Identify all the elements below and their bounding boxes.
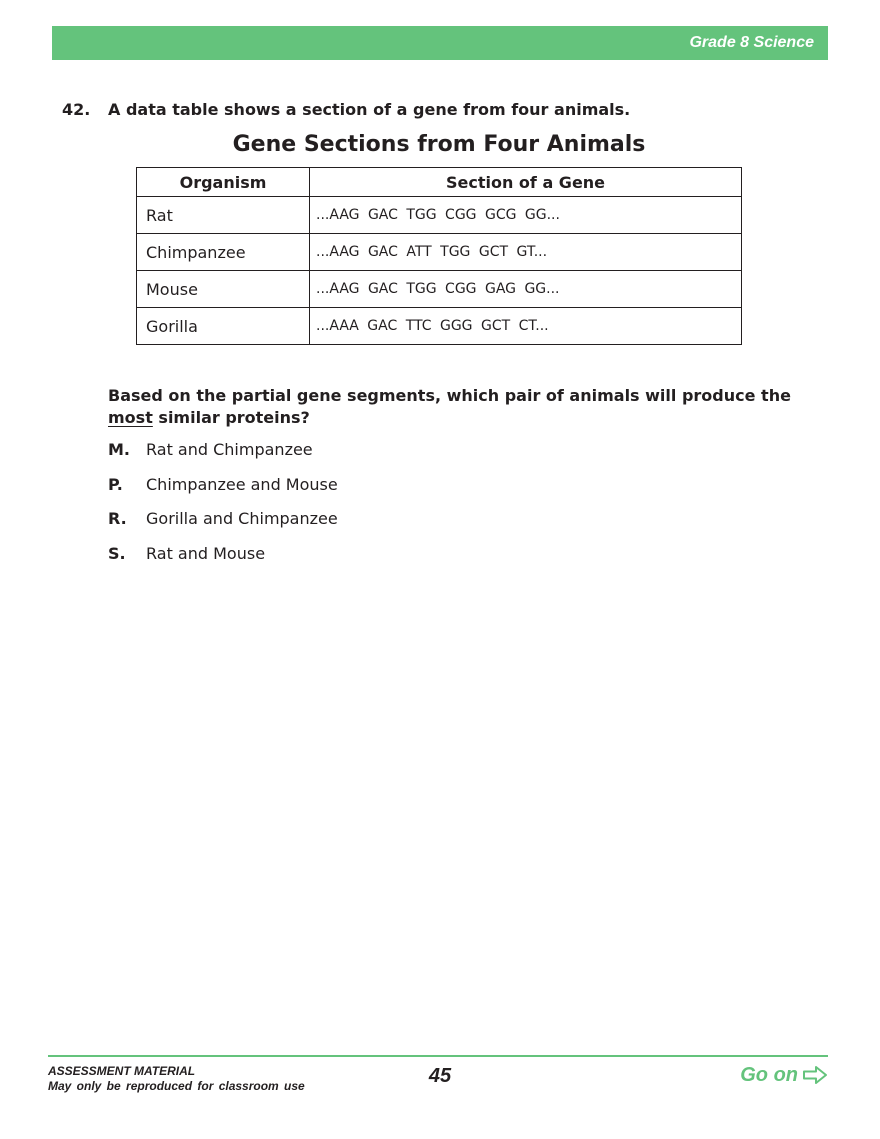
- organism-cell: Chimpanzee: [137, 234, 310, 271]
- question-stem: A data table shows a section of a gene from four animals.: [108, 100, 631, 119]
- sequence-cell: ...AAG GAC ATT TGG GCT GT...: [310, 234, 742, 271]
- answer-choice-r[interactable]: [108, 509, 338, 528]
- organism-cell: Rat: [137, 197, 310, 234]
- choice-letter: M.: [108, 440, 130, 459]
- table-row: [137, 308, 742, 345]
- organism-cell: Gorilla: [137, 308, 310, 345]
- sequence-cell: ...AAG GAC TGG CGG GCG GG...: [310, 197, 742, 234]
- footer-notice-line-1: ASSESSMENT MATERIAL: [48, 1064, 196, 1078]
- sequence-cell: ...AAA GAC TTC GGG GCT CT...: [310, 308, 742, 345]
- choice-letter: S.: [108, 544, 126, 563]
- question-stem-line: [62, 100, 630, 119]
- footer-divider: [48, 1055, 828, 1057]
- choice-text: Rat and Chimpanzee: [146, 440, 313, 459]
- answer-choice-m[interactable]: [108, 440, 313, 459]
- choice-text: Rat and Mouse: [146, 544, 266, 563]
- choice-text: Gorilla and Chimpanzee: [146, 509, 338, 528]
- answer-choice-p[interactable]: [108, 475, 338, 494]
- question-prompt: [108, 385, 820, 429]
- choice-letter: R.: [108, 509, 127, 528]
- table-title: Gene Sections from Four Animals: [232, 132, 646, 157]
- footer-notice: [48, 1064, 305, 1094]
- sequence-cell: ...AAG GAC TGG CGG GAG GG...: [310, 271, 742, 308]
- go-on-label: Go on: [740, 1063, 798, 1086]
- prompt-emphasis: most: [108, 408, 153, 427]
- footer-notice-line-2: May only be reproduced for classroom use: [48, 1079, 305, 1093]
- header-band: [52, 26, 828, 60]
- table-row: [137, 234, 742, 271]
- subject-label: Grade 8 Science: [689, 34, 814, 51]
- organism-cell: Mouse: [137, 271, 310, 308]
- table-row: [137, 271, 742, 308]
- arrow-right-icon: [802, 1065, 828, 1085]
- answer-choice-s[interactable]: [108, 544, 265, 563]
- choice-letter: P.: [108, 475, 123, 494]
- prompt-text-before: Based on the partial gene segments, which pair of animals will produce the: [108, 386, 791, 405]
- prompt-text-after: similar proteins?: [152, 408, 310, 427]
- table-header-row: [137, 168, 742, 197]
- question-number: 42.: [62, 100, 91, 119]
- column-header-gene-section: Section of a Gene: [310, 168, 742, 197]
- table-row: [137, 197, 742, 234]
- go-on-link[interactable]: [740, 1062, 828, 1088]
- page-number: 45: [428, 1065, 452, 1087]
- column-header-organism: Organism: [137, 168, 310, 197]
- choice-text: Chimpanzee and Mouse: [146, 475, 338, 494]
- gene-table: [136, 167, 742, 345]
